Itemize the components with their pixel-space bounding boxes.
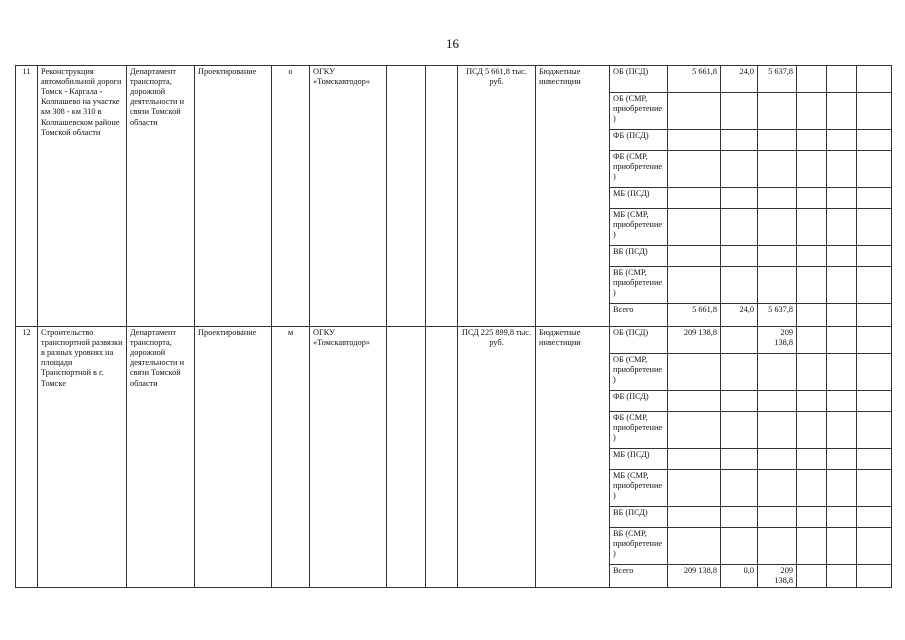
project-cost: ПСД 5 661,8 тыс. руб. xyxy=(458,66,536,327)
investment-table xyxy=(15,65,892,588)
project-department: Департамент транспорта, дорожной деятельности и связи Томской области xyxy=(127,66,195,327)
empty-cell xyxy=(857,391,892,412)
empty-cell xyxy=(827,412,857,449)
project-number: 11 xyxy=(16,66,38,327)
funding-source: МБ (ПСД) xyxy=(610,188,668,209)
empty-cell xyxy=(857,528,892,565)
value-total xyxy=(668,470,721,507)
empty-cell xyxy=(827,93,857,130)
funding-source: ВБ (ПСД) xyxy=(610,246,668,267)
empty-cell xyxy=(827,66,857,93)
empty-cell xyxy=(857,93,892,130)
project-stage: Проектирование xyxy=(195,66,272,327)
value-year-1 xyxy=(721,130,758,151)
empty-cell xyxy=(797,66,827,93)
empty-cell xyxy=(857,470,892,507)
value-year-1 xyxy=(721,354,758,391)
funding-source: ВБ (СМР, приобретение) xyxy=(610,528,668,565)
empty-cell xyxy=(797,507,827,528)
funding-source: ОБ (ПСД) xyxy=(610,327,668,354)
empty-cell xyxy=(797,151,827,188)
value-year-2 xyxy=(758,188,797,209)
funding-source: ВБ (ПСД) xyxy=(610,507,668,528)
empty-cell xyxy=(827,246,857,267)
project-code: м xyxy=(272,327,310,588)
empty-cell xyxy=(857,188,892,209)
value-year-2 xyxy=(758,449,797,470)
value-year-2 xyxy=(758,130,797,151)
empty-cell xyxy=(857,507,892,528)
empty-cell xyxy=(827,391,857,412)
value-year-1 xyxy=(721,188,758,209)
value-year-2 xyxy=(758,354,797,391)
value-total xyxy=(668,188,721,209)
empty-cell xyxy=(426,327,458,588)
project-customer: ОГКУ «Томскавтодор» xyxy=(310,66,387,327)
value-year-2: 209 138,8 xyxy=(758,565,797,588)
project-department: Департамент транспорта, дорожной деятельности и связи Томской области xyxy=(127,327,195,588)
value-total: 5 661,8 xyxy=(668,304,721,327)
funding-source: Всего xyxy=(610,304,668,327)
empty-cell xyxy=(857,327,892,354)
project-cost: ПСД 225 899,8 тыс. руб. xyxy=(458,327,536,588)
empty-cell xyxy=(827,565,857,588)
value-year-2: 209 138,8 xyxy=(758,327,797,354)
project-name: Строительство транспортной развязки в разных уровнях на площади Транспортной в г. Томске xyxy=(38,327,127,588)
project-stage: Проектирование xyxy=(195,327,272,588)
empty-cell xyxy=(857,246,892,267)
empty-cell xyxy=(857,412,892,449)
funding-source: ОБ (ПСД) xyxy=(610,66,668,93)
value-year-1 xyxy=(721,507,758,528)
value-total xyxy=(668,391,721,412)
project-customer: ОГКУ «Томскавтодор» xyxy=(310,327,387,588)
value-year-1 xyxy=(721,449,758,470)
value-year-2 xyxy=(758,246,797,267)
project-number: 12 xyxy=(16,327,38,588)
project-type: Бюджетные инвестиции xyxy=(536,66,610,327)
empty-cell xyxy=(857,304,892,327)
empty-cell xyxy=(797,470,827,507)
value-year-1 xyxy=(721,327,758,354)
value-total xyxy=(668,354,721,391)
value-total xyxy=(668,528,721,565)
empty-cell xyxy=(797,327,827,354)
empty-cell xyxy=(857,151,892,188)
empty-cell xyxy=(797,565,827,588)
empty-cell xyxy=(827,354,857,391)
value-year-1 xyxy=(721,528,758,565)
value-year-1 xyxy=(721,93,758,130)
value-year-2 xyxy=(758,528,797,565)
empty-cell xyxy=(827,470,857,507)
empty-cell xyxy=(827,507,857,528)
value-year-2: 5 637,8 xyxy=(758,66,797,93)
empty-cell xyxy=(797,354,827,391)
table-row xyxy=(16,66,892,93)
value-total xyxy=(668,130,721,151)
funding-source: МБ (СМР, приобретение) xyxy=(610,470,668,507)
empty-cell xyxy=(797,246,827,267)
value-year-1: 0,0 xyxy=(721,565,758,588)
funding-source: ФБ (ПСД) xyxy=(610,130,668,151)
value-year-1: 24,0 xyxy=(721,66,758,93)
empty-cell xyxy=(426,66,458,327)
value-total xyxy=(668,93,721,130)
empty-cell xyxy=(797,449,827,470)
empty-cell xyxy=(797,267,827,304)
project-type: Бюджетные инвестиции xyxy=(536,327,610,588)
empty-cell xyxy=(827,449,857,470)
value-year-2 xyxy=(758,267,797,304)
value-total xyxy=(668,449,721,470)
value-year-2 xyxy=(758,93,797,130)
empty-cell xyxy=(827,267,857,304)
value-total: 209 138,8 xyxy=(668,565,721,588)
table-row xyxy=(16,327,892,354)
value-total xyxy=(668,412,721,449)
value-year-1 xyxy=(721,470,758,507)
empty-cell xyxy=(827,327,857,354)
value-year-1 xyxy=(721,267,758,304)
empty-cell xyxy=(797,391,827,412)
empty-cell xyxy=(857,209,892,246)
value-total: 209 138,8 xyxy=(668,327,721,354)
empty-cell xyxy=(797,130,827,151)
value-total xyxy=(668,267,721,304)
empty-cell xyxy=(827,130,857,151)
value-year-1 xyxy=(721,412,758,449)
empty-cell xyxy=(797,528,827,565)
empty-cell xyxy=(827,151,857,188)
empty-cell xyxy=(797,188,827,209)
empty-cell xyxy=(857,267,892,304)
empty-cell xyxy=(387,327,426,588)
value-year-1 xyxy=(721,246,758,267)
funding-source: ФБ (ПСД) xyxy=(610,391,668,412)
funding-source: МБ (ПСД) xyxy=(610,449,668,470)
funding-source: ФБ (СМР, приобретение) xyxy=(610,151,668,188)
value-year-2 xyxy=(758,412,797,449)
funding-source: ОБ (СМР, приобретение) xyxy=(610,93,668,130)
empty-cell xyxy=(827,528,857,565)
empty-cell xyxy=(827,304,857,327)
funding-source: Всего xyxy=(610,565,668,588)
value-total xyxy=(668,151,721,188)
value-total: 5 661,8 xyxy=(668,66,721,93)
value-total xyxy=(668,209,721,246)
value-year-2 xyxy=(758,470,797,507)
project-code: о xyxy=(272,66,310,327)
value-year-2 xyxy=(758,391,797,412)
value-year-2 xyxy=(758,209,797,246)
value-year-2: 5 637,8 xyxy=(758,304,797,327)
empty-cell xyxy=(797,209,827,246)
empty-cell xyxy=(857,565,892,588)
value-total xyxy=(668,246,721,267)
empty-cell xyxy=(797,93,827,130)
empty-cell xyxy=(827,188,857,209)
value-year-1 xyxy=(721,391,758,412)
value-year-1 xyxy=(721,151,758,188)
value-year-1 xyxy=(721,209,758,246)
empty-cell xyxy=(857,66,892,93)
empty-cell xyxy=(857,449,892,470)
empty-cell xyxy=(857,130,892,151)
value-year-1: 24,0 xyxy=(721,304,758,327)
page-number: 16 xyxy=(446,36,459,51)
empty-cell xyxy=(857,354,892,391)
value-year-2 xyxy=(758,507,797,528)
funding-source: МБ (СМР, приобретение) xyxy=(610,209,668,246)
funding-source: ОБ (СМР, приобретение) xyxy=(610,354,668,391)
empty-cell xyxy=(797,304,827,327)
value-year-2 xyxy=(758,151,797,188)
project-name: Реконструкция автомобильной дороги Томск - Каргала - Колпашево на участке км 308 - км 310 в Колпашевском районе Томской области xyxy=(38,66,127,327)
empty-cell xyxy=(827,209,857,246)
empty-cell xyxy=(387,66,426,327)
empty-cell xyxy=(797,412,827,449)
funding-source: ВБ (СМР, приобретение) xyxy=(610,267,668,304)
value-total xyxy=(668,507,721,528)
funding-source: ФБ (СМР, приобретение) xyxy=(610,412,668,449)
